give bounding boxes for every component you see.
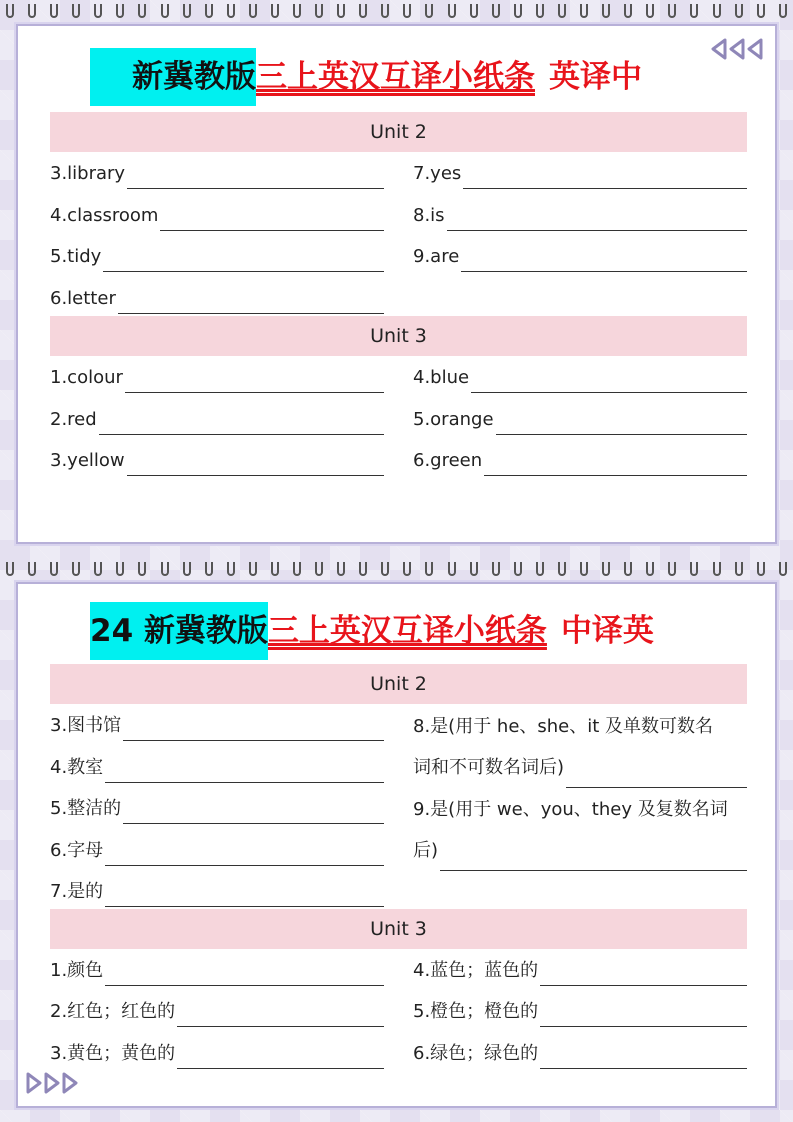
spiral-ring-icon bbox=[403, 562, 411, 576]
spiral-ring-icon bbox=[138, 4, 146, 18]
decorative-arrows bbox=[711, 38, 763, 60]
spiral-ring-icon bbox=[602, 562, 610, 576]
spiral-ring-icon bbox=[690, 4, 698, 18]
answer-blank[interactable] bbox=[177, 1004, 384, 1027]
spiral-ring-icon bbox=[536, 562, 544, 576]
answer-blank[interactable] bbox=[440, 846, 747, 871]
vocab-row: 2.红色；红色的 bbox=[50, 997, 384, 1027]
spiral-ring-icon bbox=[315, 562, 323, 576]
spiral-ring-icon bbox=[28, 4, 36, 18]
spiral-ring-icon bbox=[624, 562, 632, 576]
spiral-ring-icon bbox=[448, 562, 456, 576]
triangle-right-icon bbox=[26, 1072, 42, 1094]
answer-blank[interactable] bbox=[447, 208, 747, 231]
spiral-ring-icon bbox=[425, 562, 433, 576]
worksheet-card-chinese-to-english bbox=[16, 582, 777, 1108]
title-main: 三上英汉互译小纸条 bbox=[267, 613, 547, 649]
spiral-ring-icon bbox=[580, 562, 588, 576]
spiral-ring-icon bbox=[50, 562, 58, 576]
spiral-ring-icon bbox=[779, 4, 787, 18]
spiral-ring-icon bbox=[227, 562, 235, 576]
answer-blank[interactable] bbox=[177, 1046, 384, 1069]
vocab-row: 4.教室 bbox=[50, 753, 384, 783]
triangle-left-icon bbox=[729, 38, 745, 60]
spiral-ring-icon bbox=[183, 562, 191, 576]
spiral-ring-icon bbox=[757, 4, 765, 18]
spiral-ring-icon bbox=[6, 4, 14, 18]
spiral-ring-icon bbox=[337, 4, 345, 18]
vocab-row-wrapped: 8.是(用于 he、she、it 及单数可数名 词和不可数名词后) bbox=[413, 706, 747, 788]
spiral-ring-icon bbox=[271, 562, 279, 576]
spiral-ring-icon bbox=[713, 4, 721, 18]
spiral-binding-middle bbox=[0, 562, 793, 582]
spiral-ring-icon bbox=[624, 4, 632, 18]
answer-blank[interactable] bbox=[471, 370, 747, 393]
vocab-row: 1.colour bbox=[50, 363, 384, 393]
vocab-row: 2.red bbox=[50, 405, 384, 435]
spiral-ring-icon bbox=[359, 4, 367, 18]
answer-blank[interactable] bbox=[123, 801, 384, 824]
vocab-row: 6.绿色；绿色的 bbox=[413, 1039, 747, 1069]
answer-blank[interactable] bbox=[463, 166, 747, 189]
spiral-ring-icon bbox=[514, 4, 522, 18]
unit-header: Unit 3 bbox=[50, 909, 747, 949]
spiral-ring-icon bbox=[668, 562, 676, 576]
answer-blank[interactable] bbox=[105, 760, 384, 783]
answer-blank[interactable] bbox=[484, 453, 747, 476]
spiral-ring-icon bbox=[580, 4, 588, 18]
spiral-ring-icon bbox=[470, 562, 478, 576]
spiral-ring-icon bbox=[470, 4, 478, 18]
title-highlight: 24 新冀教版 bbox=[90, 602, 268, 660]
answer-blank[interactable] bbox=[103, 249, 384, 272]
spiral-ring-icon bbox=[293, 4, 301, 18]
spiral-ring-icon bbox=[50, 4, 58, 18]
triangle-right-icon bbox=[44, 1072, 60, 1094]
spiral-ring-icon bbox=[448, 4, 456, 18]
vocab-row: 3.library bbox=[50, 159, 384, 189]
spiral-ring-icon bbox=[492, 4, 500, 18]
answer-blank[interactable] bbox=[496, 412, 747, 435]
spiral-ring-icon bbox=[735, 4, 743, 18]
vocab-row-wrapped: 9.是(用于 we、you、they 及复数名词 后) bbox=[413, 789, 747, 871]
answer-blank[interactable] bbox=[125, 370, 384, 393]
vocab-row: 6.letter bbox=[50, 284, 384, 314]
spiral-ring-icon bbox=[183, 4, 191, 18]
title-main: 三上英汉互译小纸条 bbox=[256, 59, 535, 95]
vocab-row: 7.yes bbox=[413, 159, 747, 189]
answer-blank[interactable] bbox=[118, 291, 384, 314]
unit-header: Unit 2 bbox=[50, 112, 747, 152]
spiral-ring-icon bbox=[492, 562, 500, 576]
triangle-left-icon bbox=[711, 38, 727, 60]
spiral-ring-icon bbox=[735, 562, 743, 576]
spiral-ring-icon bbox=[646, 4, 654, 18]
vocab-row: 4.蓝色；蓝色的 bbox=[413, 956, 747, 986]
card-title bbox=[90, 602, 654, 660]
spiral-ring-icon bbox=[536, 4, 544, 18]
answer-blank[interactable] bbox=[123, 718, 384, 741]
vocab-row: 3.黄色；黄色的 bbox=[50, 1039, 384, 1069]
spiral-ring-icon bbox=[6, 562, 14, 576]
spiral-ring-icon bbox=[713, 562, 721, 576]
spiral-ring-icon bbox=[337, 562, 345, 576]
spiral-ring-icon bbox=[668, 4, 676, 18]
triangle-left-icon bbox=[747, 38, 763, 60]
spiral-ring-icon bbox=[205, 4, 213, 18]
spiral-ring-icon bbox=[646, 562, 654, 576]
spiral-ring-icon bbox=[72, 562, 80, 576]
answer-blank[interactable] bbox=[540, 1046, 747, 1069]
spiral-ring-icon bbox=[293, 562, 301, 576]
spiral-ring-icon bbox=[602, 4, 610, 18]
answer-blank[interactable] bbox=[160, 208, 384, 231]
answer-blank[interactable] bbox=[105, 963, 384, 986]
title-mode: 英译中 bbox=[549, 59, 642, 95]
spiral-ring-icon bbox=[72, 4, 80, 18]
spiral-binding-top bbox=[0, 4, 793, 24]
spiral-ring-icon bbox=[94, 4, 102, 18]
vocab-row: 5.整洁的 bbox=[50, 794, 384, 824]
spiral-ring-icon bbox=[161, 562, 169, 576]
spiral-ring-icon bbox=[271, 4, 279, 18]
vocab-row: 4.blue bbox=[413, 363, 747, 393]
vocab-row: 8.is bbox=[413, 201, 747, 231]
vocab-row: 7.是的 bbox=[50, 877, 384, 907]
answer-blank[interactable] bbox=[127, 166, 384, 189]
answer-blank[interactable] bbox=[99, 412, 384, 435]
spiral-ring-icon bbox=[359, 562, 367, 576]
spiral-ring-icon bbox=[425, 4, 433, 18]
answer-blank[interactable] bbox=[461, 249, 747, 272]
spiral-ring-icon bbox=[690, 562, 698, 576]
unit-header: Unit 3 bbox=[50, 316, 747, 356]
spiral-ring-icon bbox=[249, 562, 257, 576]
vocab-row: 3.yellow bbox=[50, 446, 384, 476]
spiral-ring-icon bbox=[227, 4, 235, 18]
spiral-ring-icon bbox=[315, 4, 323, 18]
vocab-row: 9.are bbox=[413, 242, 747, 272]
spiral-ring-icon bbox=[161, 4, 169, 18]
spiral-ring-icon bbox=[94, 562, 102, 576]
vocab-row: 1.颜色 bbox=[50, 956, 384, 986]
spiral-ring-icon bbox=[116, 562, 124, 576]
spiral-ring-icon bbox=[381, 4, 389, 18]
answer-blank[interactable] bbox=[566, 763, 747, 788]
spiral-ring-icon bbox=[116, 4, 124, 18]
title-highlight: 新冀教版 bbox=[90, 48, 256, 106]
title-mode: 中译英 bbox=[560, 613, 654, 649]
spiral-ring-icon bbox=[205, 562, 213, 576]
triangle-right-icon bbox=[62, 1072, 78, 1094]
answer-blank[interactable] bbox=[127, 453, 384, 476]
spiral-ring-icon bbox=[403, 4, 411, 18]
vocab-row: 4.classroom bbox=[50, 201, 384, 231]
vocab-row: 5.橙色；橙色的 bbox=[413, 997, 747, 1027]
answer-blank[interactable] bbox=[540, 1004, 747, 1027]
spiral-ring-icon bbox=[514, 562, 522, 576]
answer-blank[interactable] bbox=[105, 843, 384, 866]
spiral-ring-icon bbox=[28, 562, 36, 576]
unit-header: Unit 2 bbox=[50, 664, 747, 704]
answer-blank[interactable] bbox=[540, 963, 747, 986]
vocab-row: 3.图书馆 bbox=[50, 711, 384, 741]
spiral-ring-icon bbox=[381, 562, 389, 576]
vocab-row: 6.green bbox=[413, 446, 747, 476]
vocab-row: 6.字母 bbox=[50, 836, 384, 866]
spiral-ring-icon bbox=[138, 562, 146, 576]
spiral-ring-icon bbox=[757, 562, 765, 576]
decorative-arrows bbox=[26, 1072, 78, 1094]
spiral-ring-icon bbox=[779, 562, 787, 576]
card-title bbox=[90, 48, 642, 106]
spiral-ring-icon bbox=[558, 4, 566, 18]
vocab-row: 5.tidy bbox=[50, 242, 384, 272]
worksheet-card-english-to-chinese bbox=[16, 24, 777, 544]
spiral-ring-icon bbox=[558, 562, 566, 576]
answer-blank[interactable] bbox=[105, 884, 384, 907]
vocab-row: 5.orange bbox=[413, 405, 747, 435]
spiral-ring-icon bbox=[249, 4, 257, 18]
